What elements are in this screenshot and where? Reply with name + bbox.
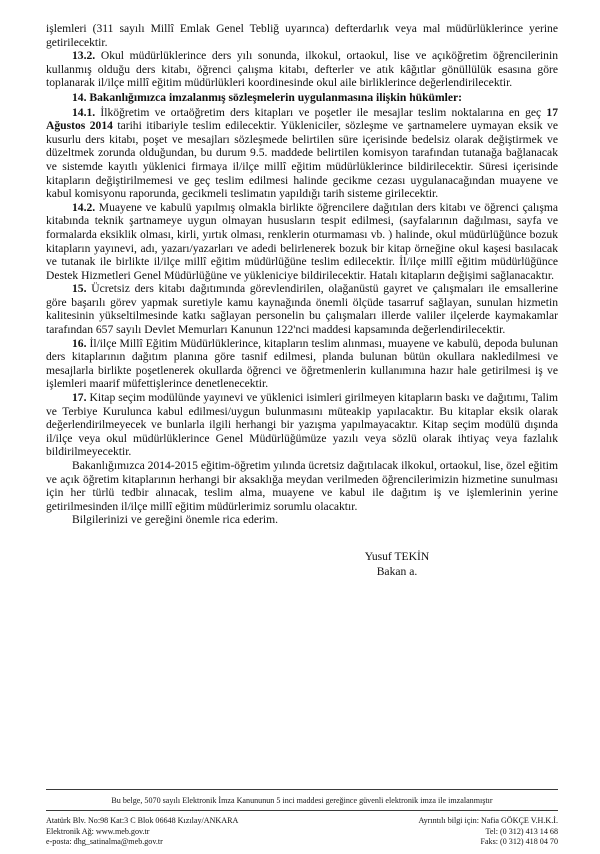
paragraph-14-1 [46, 106, 558, 201]
footer-address-column [46, 816, 238, 848]
paragraph-text-15: Ücretsiz ders kitabı dağıtımında görevlendirilen, olağanüstü gayret ve çalışmaları ile emsallerine göre başarılı görev yapmak suretiyle kamu kaynağında önemli ölçüde tasarruf sağlayan, sunulan hizmetin kalitesinin yükseltilmesinde katkı sağlayan personelin bu çalışmaları illerde valiler ilçelerde kaymakamlar tarafından 657 sayılı Devlet Memurları Kanunun 122'nci maddesi kapsamında değerlendirilecektir. [46, 282, 558, 337]
footer-columns [46, 811, 558, 848]
signatory-name: Yusuf TEKİN [364, 549, 430, 563]
paragraph-15 [46, 282, 558, 336]
section-heading-14: 14. Bakanlığımızca imzalanmış sözleşmelerin uygulanmasına ilişkin hükümler: [72, 90, 463, 104]
paragraph-number-15: 15. [72, 282, 87, 296]
paragraph-closing: Bakanlığımızca 2014-2015 eğitim-öğretim yılında ücretsiz dağıtılacak ilkokul, ortaokul, lise, özel eğitim ve açık öğretim kitaplarının herhangi bir aksaklığa meydan verilmeden öğrencilerimizin hizmetine sunulması için her türlü tedbir alınacak, teslim alma, muayene ve kabul ile dağıtım iş ve işlemlerinin yerine getirilmesinden il/ilçe millî eğitim müdürlerimiz sorumlu olacaktır. [46, 459, 558, 513]
footer-email-line[interactable]: e-posta: dhg_satinalma@meb.gov.tr [46, 837, 163, 847]
paragraph-number-17: 17. [72, 391, 87, 405]
paragraph-text-14-1-before: İlköğretim ve ortaöğretim ders kitapları ve poşetler ile mesajlar teslim noktalarına en geç [95, 105, 547, 119]
paragraph-text-14-2: Muayene ve kabulü yapılmış olmakla birlikte öğrencilere dağıtılan ders kitabı ve öğrenci çalışma kitabında teknik şartnameye uygun olmayan hususların tespit edilmesi, (sayfalarının dağılması, sayfa ve formalarda eksiklik olması, kirli, yırtık olması, renklerin oturmaması vb. ) halinde, okul müdürlüğünce bozuk kitapların yayınevi, adı, yazarı/yazarları ve adedi belirlenerek bozuk bir kitap örneğine okul kaşesi basılacak ve tutanak ile birlikte il/ilçe millî eğitim müdürlüğüne teslim edilecektir. İl/ilçe millî eğitim müdürlüğünce Destek Hizmetleri Genel Müdürlüğüne ve yükleniciye bildirilecektir. Hatalı kitapların değişimi sağlanacaktır. [46, 200, 558, 282]
paragraph-text-13-2: Okul müdürlüklerince ders yılı sonunda, ilkokul, ortaokul, lise ve açıköğretim öğrencilerinin kullanmış olduğu ders kitabı, öğrenci çalışma kitabı, defterler ve atık kâğıtlar gönüllülük esasına göre toplanarak il/ilçe millî eğitim müdürlükleri koordinesinde okul aile birliklerince değerlendirilecektir. [46, 49, 558, 90]
footer-contact-person-line: Ayrıntılı bilgi için: Nafia GÖKÇE V.H.K.İ. [418, 816, 558, 826]
paragraph-text-16: İl/ilçe Millî Eğitim Müdürlüklerince, kitapların teslim alınması, muayene ve kabulü, depoda bulunan ders kitaplarının dağıtım planına göre tasnif edilmesi, planda bulunan bütün okullara nakledilmesi ve mesajlarla birlikte poşetlenerek okullarda öğrenci ve öğretmenlerin kullanımına hazır hale getirilmesi iş ve işlemleri maarif müfettişlerince denetlenecektir. [46, 336, 558, 391]
signature-block [46, 549, 558, 580]
page-footer [46, 789, 558, 848]
delivery-deadline-date: 17 Ağustos 2014 [46, 105, 558, 133]
paragraph-number-13-2: 13.2. [72, 49, 96, 63]
footer-telephone-line: Tel: (0 312) 413 14 68 [485, 826, 558, 836]
paragraph-13-1-continuation: işlemleri (311 sayılı Millî Emlak Genel Tebliğ uyarınca) defterdarlık veya mal müdürlüklerince yerine getirilecektir. [46, 22, 558, 49]
paragraph-17 [46, 391, 558, 459]
paragraph-13-2 [46, 49, 558, 90]
paragraph-16 [46, 337, 558, 391]
footer-contact-column [419, 816, 558, 848]
electronic-signature-notice: Bu belge, 5070 sayılı Elektronik İmza Kanununun 5 inci maddesi gereğince güvenli elektronik imza ile imzalanmıştır [111, 796, 493, 806]
paragraph-text-14-1-after: tarihi itibariyle teslim edilecektir. Yükleniciler, sözleşme ve şartnamelere uymayan eksik ve kusurlu ders kitabı, poşet ve mesajları sözleşmede belirtilen süre içerisinde bedelsiz olarak değiştirmek ve düzeltmek zorunda olduğundan, bu durum 9.5. maddede belirtilen komisyon tarafından tutanağa bağlanacak ve sistemde kayıtlı yüklenici firmaya il/ilçe millî eğitim müdürlüklerince bildirilecektir. Süresi içerisinde kitapların değiştirilmemesi ve geç teslim edilmesi halinde gecikme cezası uygulanacağından muayene ve kabul komisyonu raporunda, gecikmeli teslimatın yapıldığı tarih sisteme girilecektir. [46, 119, 558, 201]
paragraph-number-16: 16. [72, 336, 87, 350]
paragraph-request: Bilgilerinizi ve gereğini önemle rica ederim. [72, 513, 279, 527]
footer-address-line: Atatürk Blv. No:98 Kat:3 C Blok 06648 Kızılay/ANKARA [46, 816, 239, 826]
paragraph-14-2 [46, 201, 558, 283]
paragraph-text-17: Kitap seçim modülünde yayınevi ve yüklenici isimleri girilmeyen kitapların baskı ve dağıtımı, Talim ve Terbiye Kurulunca kabul edilmesi/uygun bulunmasını müteakip yapılacaktır. Bu kitaplar eksik olarak değerlendirilmeyecek ve bunlarla ilgili herhangi bir yazışma yapılmayacaktır. Kitap seçim modülü dışında il/ilçe veya okul müdürlüklerince Genel Müdürlüğümüze yazılı veya sözlü olarak ihtiyaç veya fazlalık bildirilmeyecektir. [46, 391, 558, 459]
paragraph-number-14-1: 14.1. [72, 105, 96, 119]
signatory-role: Bakan a. [376, 564, 418, 578]
signature-inner [365, 549, 430, 579]
footer-website-line[interactable]: Elektronik Ağ: www.meb.gov.tr [46, 826, 150, 836]
paragraph-number-14-2: 14.2. [72, 200, 96, 214]
footer-fax-line: Faks: (0 312) 418 04 70 [480, 837, 558, 847]
